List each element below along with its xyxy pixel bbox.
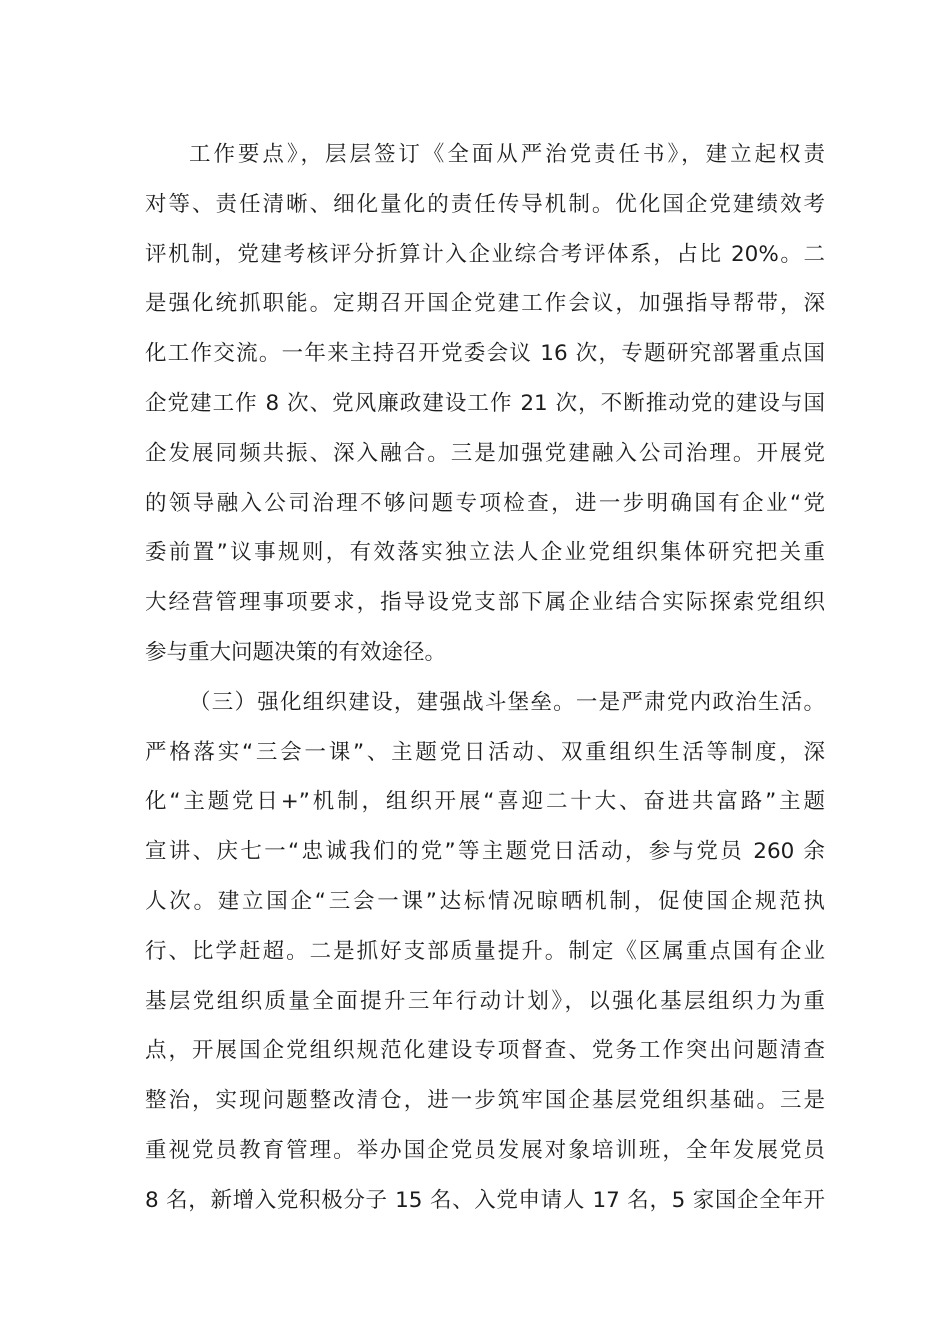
text-line: 人次。建立国企“三会一课”达标情况晾晒机制，促使国企规范执 (145, 888, 825, 914)
text-line: 企发展同频共振、深入融合。三是加强党建融入公司治理。开展党 (145, 440, 825, 466)
text-line: 参与重大问题决策的有效途径。 (145, 639, 447, 665)
text-line: 基层党组织质量全面提升三年行动计划》，以强化基层组织力为重 (145, 988, 825, 1014)
text-line: 评机制，党建考核评分折算计入企业综合考评体系，占比 20%。二 (145, 241, 825, 267)
text-line: 的领导融入公司治理不够问题专项检查，进一步明确国有企业“党 (145, 490, 825, 516)
paragraph-1 (145, 130, 825, 678)
text-line: 对等、责任清晰、细化量化的责任传导机制。优化国企党建绩效考 (145, 191, 825, 217)
text-line: 点，开展国企党组织规范化建设专项督查、党务工作突出问题清查 (145, 1038, 825, 1064)
text-line: 工作要点》，层层签订《全面从严治党责任书》，建立起权责 (189, 142, 825, 167)
document-body (145, 130, 825, 1226)
text-line: 整治，实现问题整改清仓，进一步筑牢国企基层党组织基础。三是 (145, 1088, 825, 1114)
text-line: 宣讲、庆七一“忠诚我们的党”等主题党日活动，参与党员 260 余 (145, 839, 825, 865)
text-line: 大经营管理事项要求，指导设党支部下属企业结合实际探索党组织 (145, 590, 825, 616)
text-line: 企党建工作 8 次、党风廉政建设工作 21 次，不断推动党的建设与国 (145, 390, 825, 416)
text-line: 严格落实“三会一课”、主题党日活动、双重组织生活等制度，深 (145, 739, 825, 765)
text-line: （三）强化组织建设，建强战斗堡垒。一是严肃党内政治生活。 (189, 689, 825, 715)
paragraph-2 (145, 678, 825, 1226)
text-line: 化“主题党日+”机制，组织开展“喜迎二十大、奋进共富路”主题 (145, 789, 825, 815)
text-line: 重视党员教育管理。举办国企党员发展对象培训班，全年发展党员 (145, 1137, 825, 1163)
text-line: 是强化统抓职能。定期召开国企党建工作会议，加强指导帮带，深 (145, 291, 825, 317)
text-line: 化工作交流。一年来主持召开党委会议 16 次，专题研究部署重点国 (145, 341, 825, 367)
text-line: 行、比学赶超。二是抓好支部质量提升。制定《区属重点国有企业 (145, 938, 825, 964)
text-line: 委前置”议事规则，有效落实独立法人企业党组织集体研究把关重 (145, 540, 825, 566)
text-line: 8 名，新增入党积极分子 15 名、入党申请人 17 名，5 家国企全年开 (145, 1187, 825, 1213)
